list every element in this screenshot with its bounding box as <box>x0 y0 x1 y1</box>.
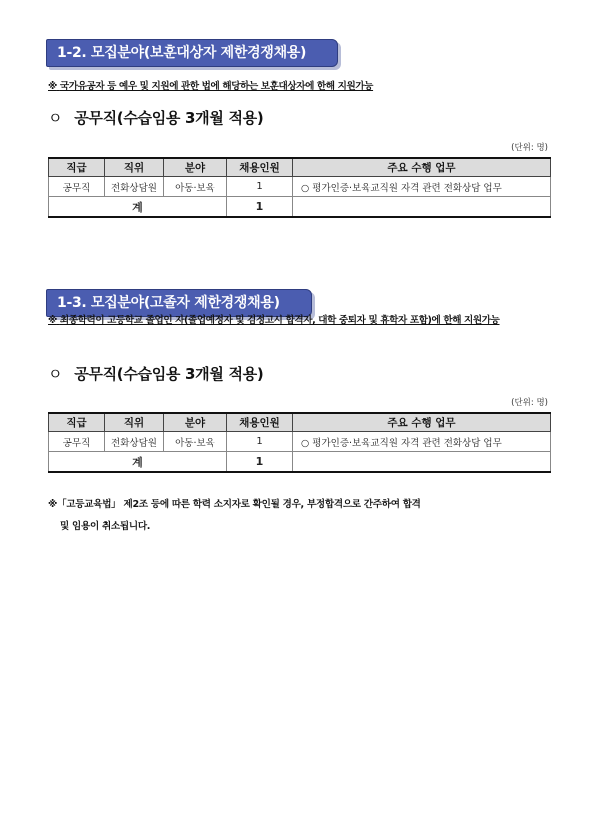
cell-field: 아동·보육 <box>164 432 227 452</box>
eligibility-notice <box>48 79 550 95</box>
total-value: 1 <box>227 197 293 218</box>
section-heading: 1-3. 모집분야(고졸자 제한경쟁채용) <box>46 289 312 317</box>
cell-grade: 공무직 <box>49 177 105 197</box>
header-grade: 직급 <box>49 413 105 432</box>
total-empty-cell <box>293 197 551 218</box>
cell-position: 전화상담원 <box>105 177 164 197</box>
unit-label: (단위: 명) <box>511 143 548 153</box>
header-field: 분야 <box>164 158 227 177</box>
notice-text: 국가유공자 등 예우 및 지원에 관한 법에 해당하는 보훈대상자에 한해 지원가능 <box>59 81 374 92</box>
unit-label: (단위: 명) <box>511 398 548 408</box>
position-title-text: 공무직(수습임용 3개월 적용) <box>74 365 264 383</box>
total-empty-cell <box>293 452 551 473</box>
table-row <box>49 432 551 452</box>
position-title <box>48 363 263 384</box>
position-title <box>48 107 263 128</box>
eligibility-notice <box>48 313 550 329</box>
header-headcount: 채용인원 <box>227 413 293 432</box>
table-header-row <box>49 158 551 177</box>
table-total-row <box>49 452 551 473</box>
table-header-row <box>49 413 551 432</box>
footnote-line-1 <box>48 494 553 516</box>
footnote-text-2: 및 임용이 취소됩니다. <box>60 521 151 532</box>
header-headcount: 채용인원 <box>227 158 293 177</box>
header-position: 직위 <box>105 158 164 177</box>
header-duties: 주요 수행 업무 <box>293 413 551 432</box>
cell-grade: 공무직 <box>49 432 105 452</box>
note-mark: ※ <box>48 315 57 326</box>
section-heading: 1-2. 모집분야(보훈대상자 제한경쟁채용) <box>46 39 338 67</box>
note-mark: ※ <box>48 81 57 92</box>
cell-headcount: 1 <box>227 432 293 452</box>
recruit-table <box>48 157 551 218</box>
header-grade: 직급 <box>49 158 105 177</box>
footnote-text-1: 「고등교육법」 제2조 등에 따른 학력 소지자로 확인될 경우, 부정합격으로 간주하여 합격 <box>57 499 421 510</box>
header-position: 직위 <box>105 413 164 432</box>
table-row <box>49 177 551 197</box>
table-total-row <box>49 197 551 218</box>
total-value: 1 <box>227 452 293 473</box>
cell-headcount: 1 <box>227 177 293 197</box>
position-title-text: 공무직(수습임용 3개월 적용) <box>74 109 264 127</box>
cell-field: 아동·보육 <box>164 177 227 197</box>
total-label: 계 <box>49 452 227 473</box>
header-duties: 주요 수행 업무 <box>293 158 551 177</box>
bullet-icon: ㅇ <box>48 365 63 383</box>
cancellation-footnote <box>48 494 553 538</box>
cell-duties: ○ 평가인증·보육교직원 자격 관련 전화상담 업무 <box>293 177 551 197</box>
header-field: 분야 <box>164 413 227 432</box>
bullet-icon: ㅇ <box>48 109 63 127</box>
recruit-table <box>48 412 551 473</box>
note-mark: ※ <box>48 499 58 510</box>
notice-text: 최종학력이 고등학교 졸업인 자(졸업예정자 및 검정고시 합격자, 대학 중퇴자 및 휴학자 포함)에 한해 지원가능 <box>59 315 500 326</box>
cell-position: 전화상담원 <box>105 432 164 452</box>
total-label: 계 <box>49 197 227 218</box>
cell-duties: ○ 평가인증·보육교직원 자격 관련 전화상담 업무 <box>293 432 551 452</box>
